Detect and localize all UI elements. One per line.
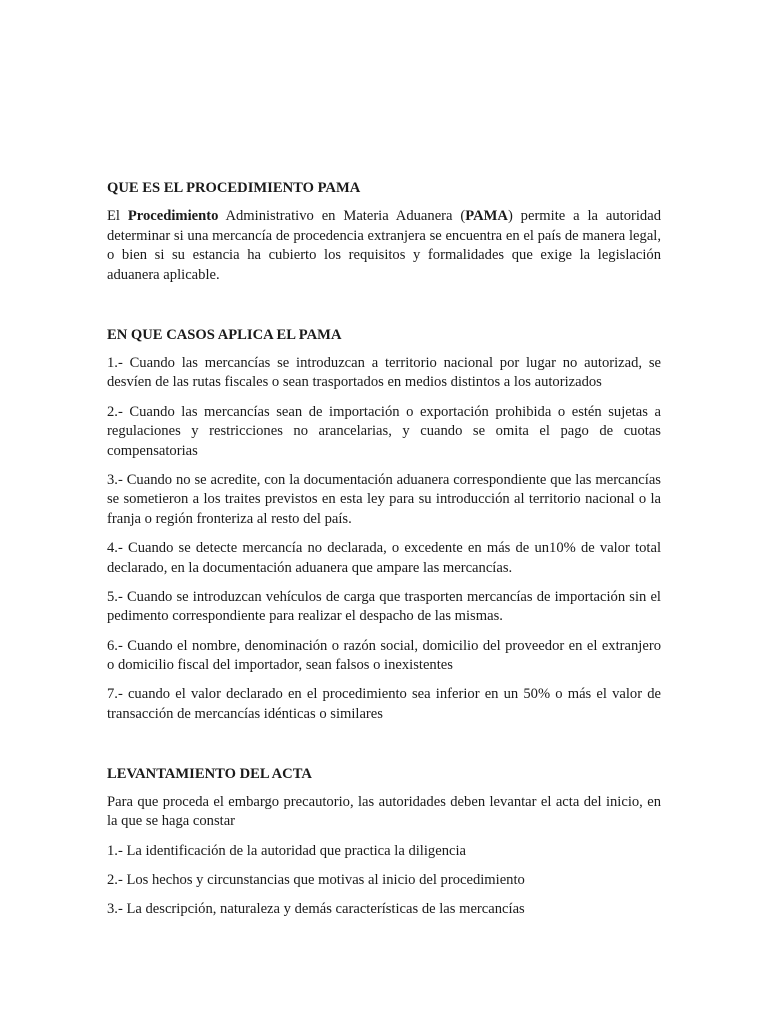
acta-intro-paragraph: Para que proceda el embargo precautorio, las autoridades deben levantar el acta del inicio, en la que se haga constar <box>107 793 661 830</box>
list-item: 5.- Cuando se introduzcan vehículos de carga que trasporten mercancías de importación sin el pedimento correspondiente para realizar el despacho de las mismas. <box>107 588 661 625</box>
section-heading-casos: EN QUE CASOS APLICA EL PAMA <box>107 326 342 343</box>
pama-definition-paragraph: El Procedimiento Administrativo en Materia Aduanera (PAMA) permite a la autoridad determinar si una mercancía de procedencia extranjera se encuentra en el país de manera legal, o bien si su estancia ha cubierto los requisitos y formalidades que exige la legislación aduanera aplicable. <box>107 208 661 283</box>
section-gap <box>107 295 661 325</box>
list-item: 4.- Cuando se detecte mercancía no declarada, o excedente en más de un10% de valor total declarado, en la documentación aduanera que ampare las mercancías. <box>107 540 661 576</box>
section-gap <box>107 734 661 764</box>
list-item: 3.- La descripción, naturaleza y demás características de las mercancías <box>107 900 525 917</box>
list-item: 7.- cuando el valor declarado en el procedimiento sea inferior en un 50% o más el valor de transacción de mercancías idénticas o similares <box>107 686 661 722</box>
list-item: 3.- Cuando no se acredite, con la documentación aduanera correspondiente que las mercancías se sometieron a los traites previstos en esta ley para su introducción al territorio nacional o la franja o región fronteriza al resto del país. <box>107 471 661 528</box>
bold-term-procedimiento: Procedimiento <box>127 208 219 224</box>
list-item: 2.- Cuando las mercancías sean de importación o exportación prohibida o estén sujetas a regulaciones y restricciones no arancelarias, y cuando se omita el pago de cuotas compensatorias <box>107 403 661 459</box>
list-item: 1.- La identificación de la autoridad que practica la diligencia <box>107 842 467 859</box>
section-heading-levantamiento: LEVANTAMIENTO DEL ACTA <box>107 765 312 782</box>
list-item: 1.- Cuando las mercancías se introduzcan a territorio nacional por lugar no autorizad, se desvíen de las rutas fiscales o sean trasportados en medios distintos a los autorizados <box>107 354 661 391</box>
list-item: 6.- Cuando el nombre, denominación o razón social, domicilio del proveedor en el extranjero o domicilio fiscal del importador, sean falsos o inexistentes <box>107 637 661 674</box>
list-item: 2.- Los hechos y circunstancias que motivas al inicio del procedimiento <box>107 871 525 888</box>
bold-term-pama: PAMA <box>465 208 508 224</box>
section-heading-pama: QUE ES EL PROCEDIMIENTO PAMA <box>107 180 361 196</box>
